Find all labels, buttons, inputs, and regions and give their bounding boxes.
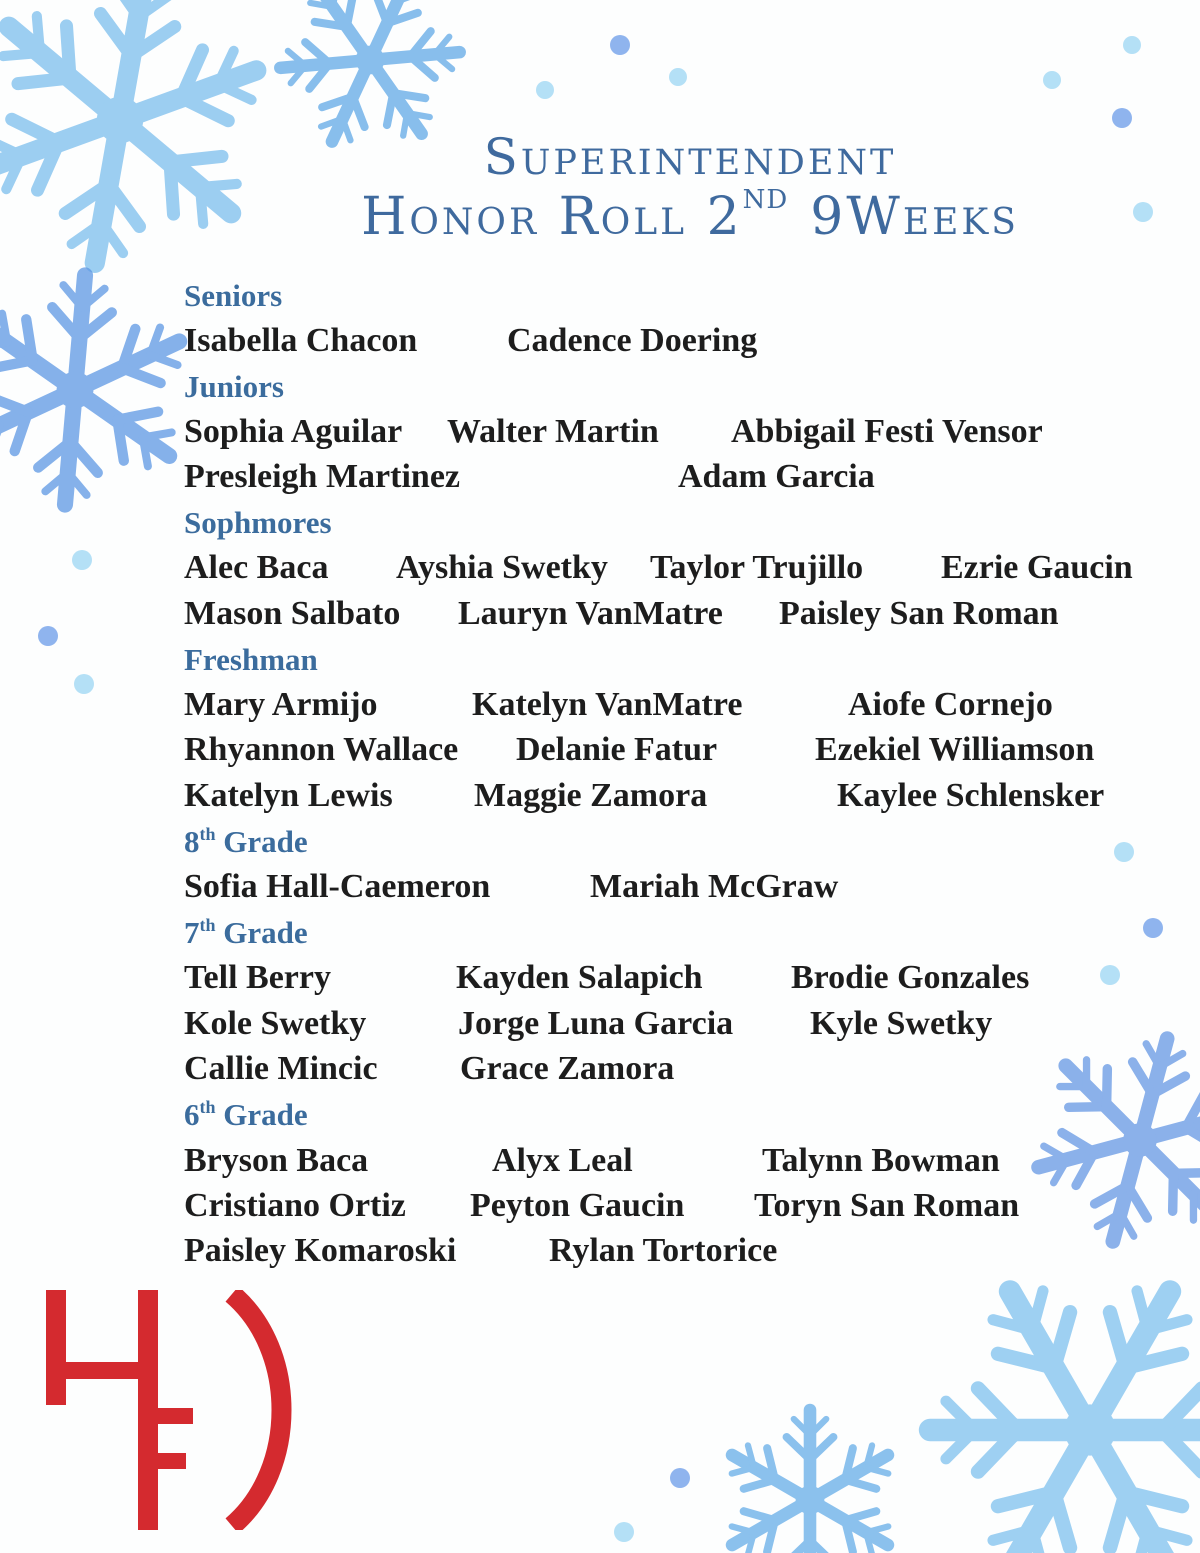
student-name: Kole Swetky <box>184 1005 367 1042</box>
student-name: Callie Mincic <box>184 1050 378 1087</box>
student-name: Rhyannon Wallace <box>184 731 459 768</box>
student-name: Mason Salbato <box>184 595 401 632</box>
snowflake-icon <box>872 1212 1200 1553</box>
student-name: Cadence Doering <box>507 322 758 359</box>
student-name: Brodie Gonzales <box>791 959 1030 996</box>
student-name: Katelyn VanMatre <box>472 686 743 723</box>
student-name: Walter Martin <box>447 413 659 450</box>
section-heading-8th-grade: 8th Grade <box>184 824 308 859</box>
title-line-2 <box>240 185 1140 247</box>
section-heading-seniors: Seniors <box>184 278 283 313</box>
student-name: Kaylee Schlensker <box>837 777 1105 814</box>
student-name: Ayshia Swetky <box>396 549 608 586</box>
student-name: Isabella Chacon <box>184 322 418 359</box>
student-name: Alyx Leal <box>492 1142 633 1179</box>
snowflake-icon <box>1012 1012 1200 1269</box>
section-heading-juniors: Juniors <box>184 369 284 404</box>
title-tail: 9Weeks <box>810 187 1019 247</box>
student-name: Paisley Komaroski <box>184 1232 457 1269</box>
student-name: Rylan Tortorice <box>549 1232 778 1269</box>
student-name: Taylor Trujillo <box>650 549 864 586</box>
student-name: Jorge Luna Garcia <box>458 1005 734 1042</box>
student-name: Aiofe Cornejo <box>848 686 1053 723</box>
student-name: Ezekiel Williamson <box>815 731 1095 768</box>
student-name: Sophia Aguilar <box>184 413 403 450</box>
hf-logo <box>36 1290 306 1530</box>
section-heading-7th-grade: 7th Grade <box>184 915 308 950</box>
student-name: Abbigail Festi Vensor <box>731 413 1043 450</box>
student-name: Ezrie Gaucin <box>941 549 1133 586</box>
title-main: Honor Roll 2 <box>361 187 743 247</box>
student-name: Kayden Salapich <box>456 959 703 996</box>
snowflake-icon <box>0 265 199 514</box>
snowflake-icon <box>720 1410 899 1553</box>
student-name: Tell Berry <box>184 959 331 996</box>
student-name: Maggie Zamora <box>474 777 708 814</box>
section-heading-6th-grade: 6th Grade <box>184 1097 308 1132</box>
title-line-1: Superintendent <box>483 128 897 186</box>
student-name: Sofia Hall-Caemeron <box>184 868 491 905</box>
section-heading-freshman: Freshman <box>184 642 318 677</box>
student-name: Toryn San Roman <box>754 1187 1020 1224</box>
student-name: Cristiano Ortiz <box>184 1187 406 1224</box>
student-name: Katelyn Lewis <box>184 777 393 814</box>
student-name: Adam Garcia <box>678 458 875 495</box>
student-name: Delanie Fatur <box>516 731 718 768</box>
student-name: Kyle Swetky <box>810 1005 993 1042</box>
student-name: Mary Armijo <box>184 686 378 723</box>
student-name: Mariah McGraw <box>590 868 839 905</box>
student-name: Talynn Bowman <box>762 1142 1000 1179</box>
title-ordinal: ND <box>742 185 789 215</box>
section-heading-sophmores: Sophmores <box>184 505 332 540</box>
student-name: Grace Zamora <box>460 1050 675 1087</box>
student-name: Peyton Gaucin <box>470 1187 685 1224</box>
student-name: Paisley San Roman <box>779 595 1059 632</box>
student-name: Lauryn VanMatre <box>458 595 723 632</box>
student-name: Presleigh Martinez <box>184 458 461 495</box>
student-name: Bryson Baca <box>184 1142 369 1179</box>
student-name: Alec Baca <box>184 549 329 586</box>
